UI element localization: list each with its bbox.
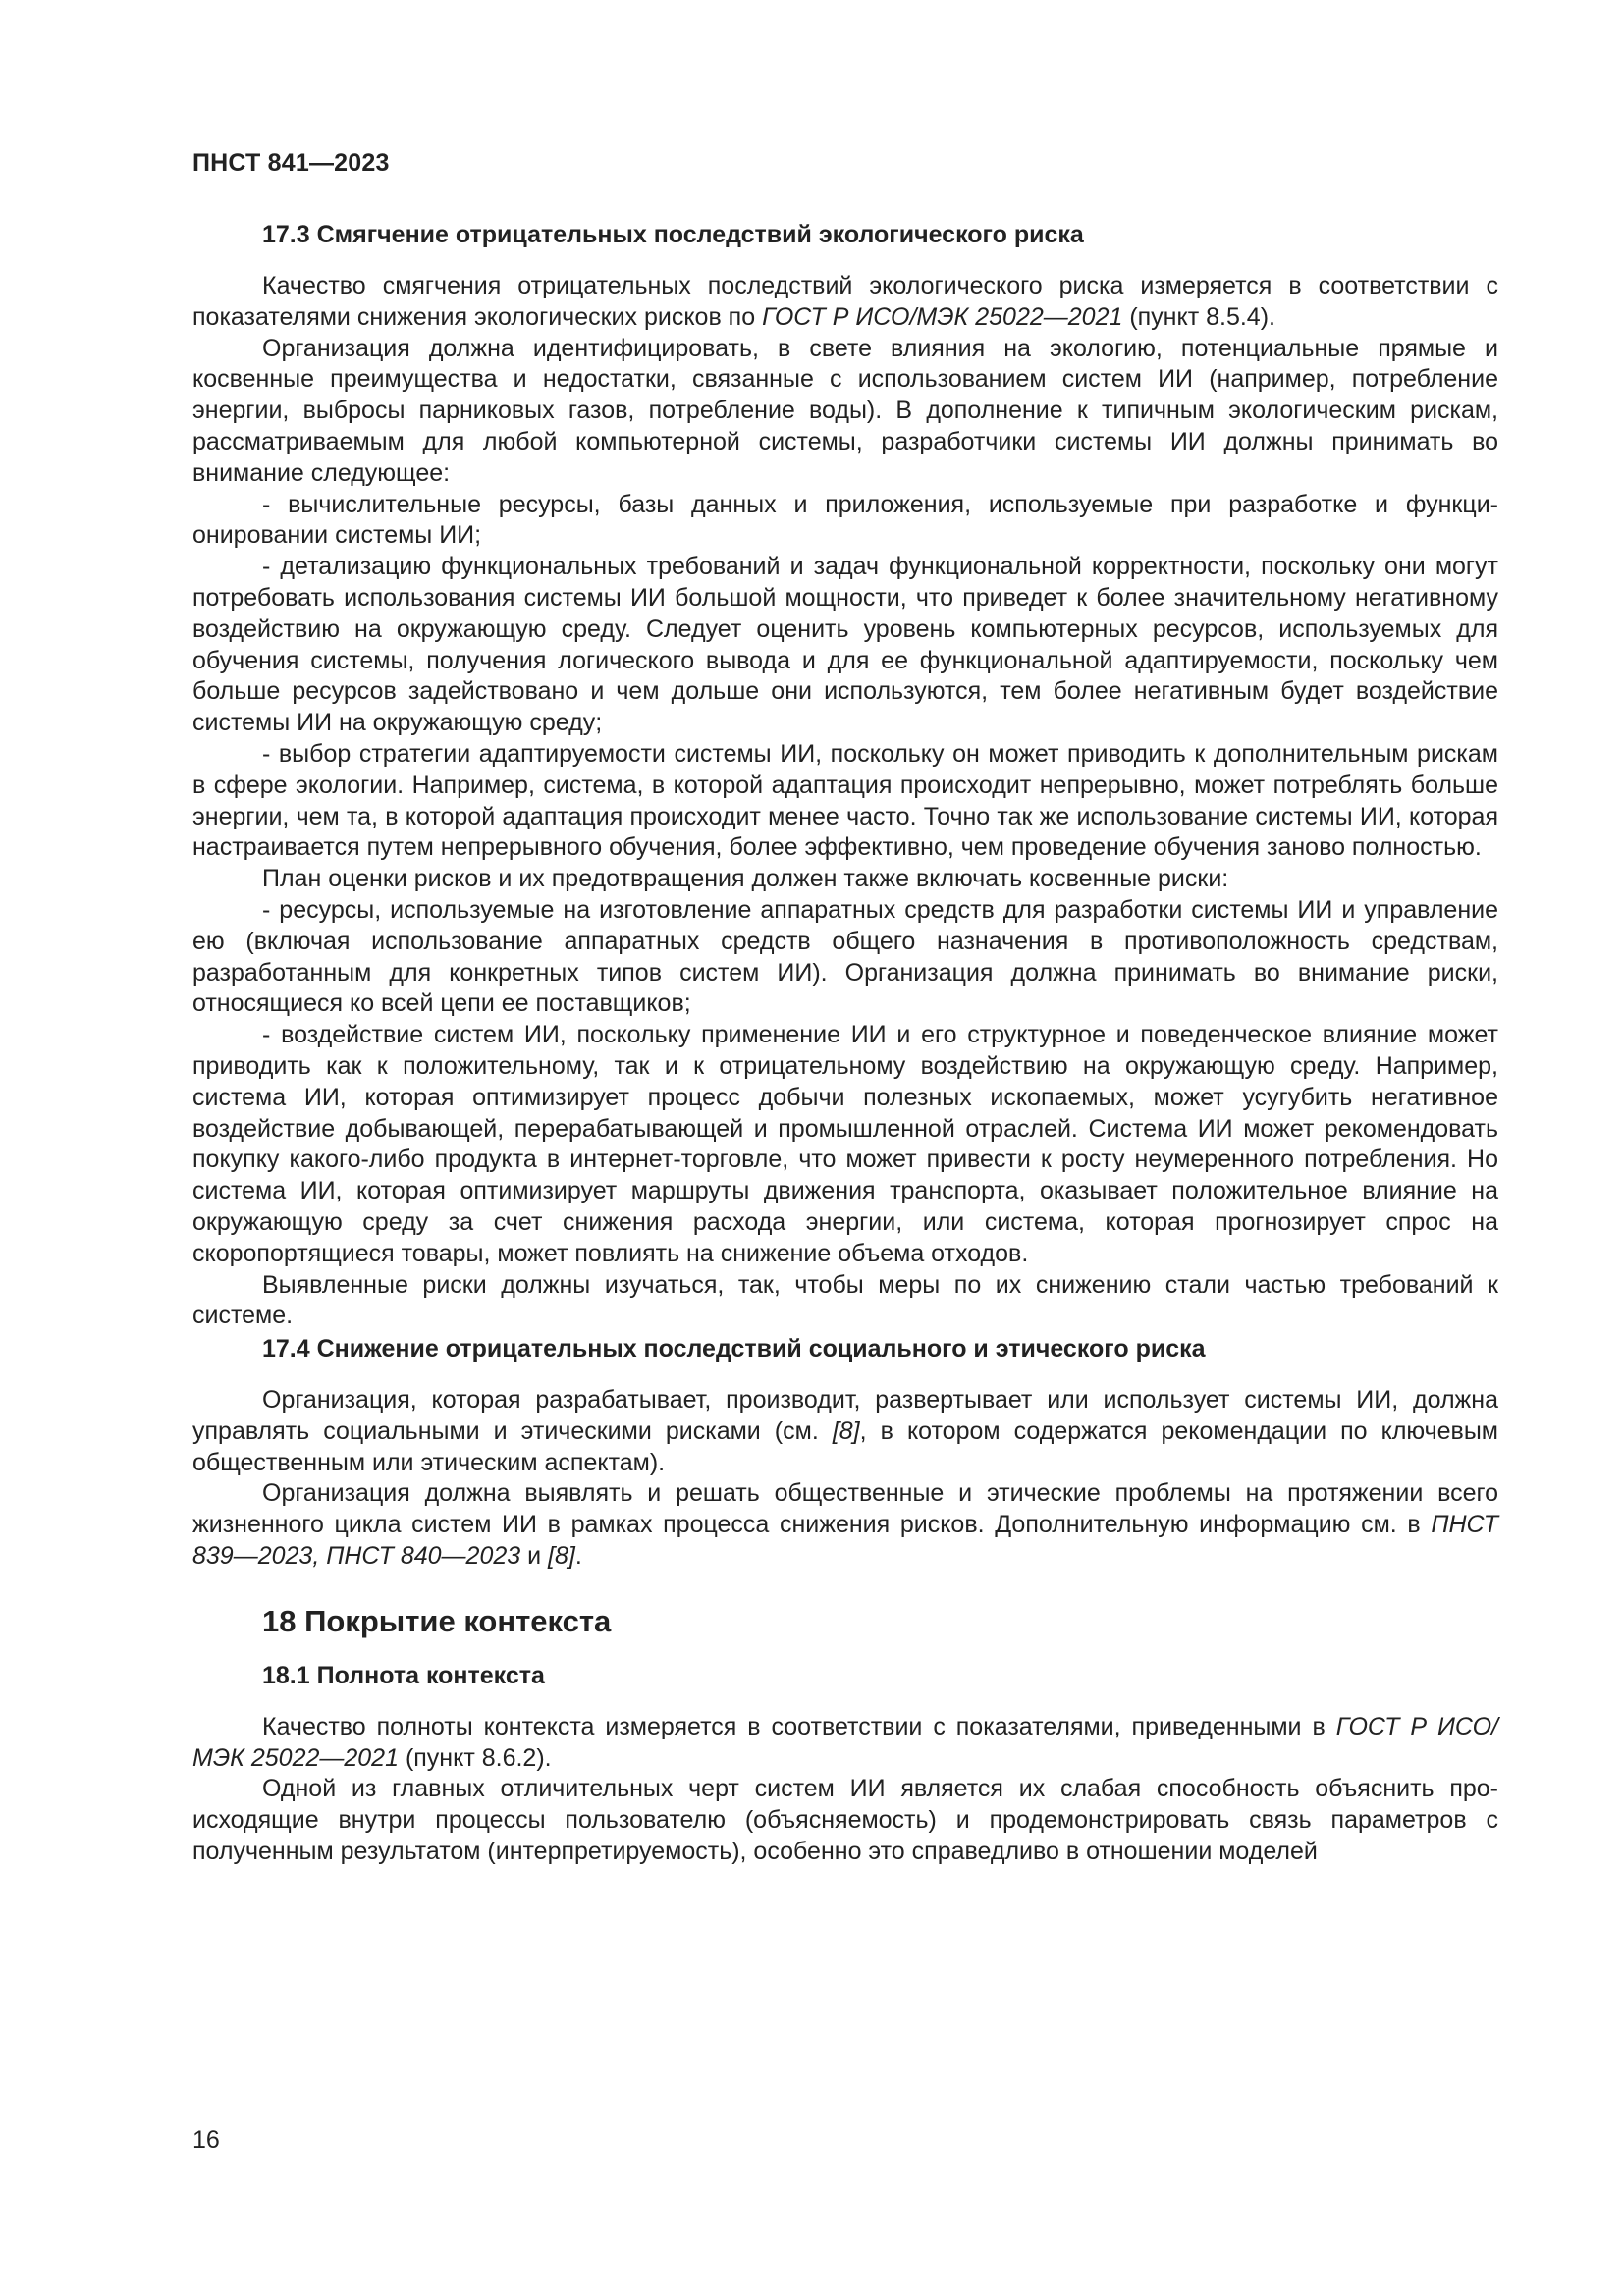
section-18-1-title: 18.1 Полнота контекста: [262, 1661, 545, 1689]
section-17-3-title: 17.3 Смягчение отрицательных последствий экологического риска: [262, 221, 1084, 248]
bibliography-reference: [8]: [548, 1542, 575, 1571]
paragraph: Организация должна идентифицировать, в свете влияния на экологию, потенциальные прямые и косвенные преимущества и недостатки, связанные с использованием систем ИИ (например, потребление энергии, выбросы парниковых газов, потребление воды). В дополнение к типичным экологическим рискам, рассматриваемым для любой компьютерной системы, разработчики системы ИИ должны принимать во внимание следующее:: [192, 334, 1498, 487]
list-item: - воздействие систем ИИ, поскольку применение ИИ и его структурное и поведенческое влияние может приводить как к положительному, так и к отрицательному воздействию на окружающую среду. Например, система ИИ, которая оптимизирует процесс добычи полезных ископаемых, может усугубить негативное воздействие добывающей, перерабатывающей и промышленной отраслей. Система ИИ может рекомендовать покупку какого-либо продукта в интернет-торговле, что может привести к росту неумеренного потребления. Но система ИИ, которая оптимизирует маршруты движения транспорта, оказывает положительное влияние на окружающую среду за счет снижения расхода энергии, или система, которая прогнозирует спрос на скоропортящиеся товары, может повлиять на снижение объема отходов.: [192, 1021, 1498, 1267]
paragraph: Организация, которая разрабатывает, производит, развертывает или использует системы ИИ, должна управлять социальными и этическими рисками (см. [8], в котором содержатся рекомендации по ключевым общественным или этическим аспектам).: [192, 1386, 1498, 1476]
section-18-title: 18 Покрытие контекста: [262, 1603, 612, 1638]
section-17-4-title: 17.4 Снижение отрицательных последствий социального и этического риска: [262, 1335, 1206, 1363]
list-item: - ресурсы, используемые на изготовление аппаратных средств для разработки системы ИИ и управление ею (включая использование аппаратных средств общего назначения в противоположность средствам, разработанным для конкретных типов систем ИИ). Организация должна принимать во внимание риски, относящиеся ко всей цепи ее поставщиков;: [192, 895, 1498, 1018]
standard-reference: ПНСТ 839—2023, ПНСТ 840—2023: [192, 1511, 1498, 1571]
paragraph: Выявленные риски должны изучаться, так, чтобы меры по их снижению стали частью требований к системе.: [192, 1270, 1498, 1330]
bibliography-reference: [8]: [832, 1416, 860, 1445]
standard-reference: ГОСТ Р ИСО/МЭК 25022—2021: [762, 302, 1123, 331]
standard-reference: ГОСТ Р ИСО/МЭК 25022—2021: [192, 1712, 1498, 1772]
paragraph: Одной из главных отличительных черт систем ИИ является их слабая способность объяснить происходящие внутри процессы пользователю (объясняемость) и продемонстрировать связь параметров с полученным результатом (интерпретируемость), особенно это справедливо в отношении моделей: [192, 1775, 1498, 1866]
paragraph: Качество полноты контекста измеряется в соответствии с показателями, приведенными в ГОСТ Р ИСО/МЭК 25022—2021 (пункт 8.6.2).: [192, 1712, 1498, 1772]
list-item: - вычислительные ресурсы, базы данных и приложения, используемые при разработке и функционировании системы ИИ;: [192, 490, 1498, 550]
paragraph: План оценки рисков и их предотвращения должен также включать косвенные риски:: [262, 865, 1229, 893]
paragraph: Качество смягчения отрицательных последствий экологического риска измеряется в соответствии с показателями снижения экологических рисков по ГОСТ Р ИСО/МЭК 25022—2021 (пункт 8.5.4).: [192, 272, 1498, 331]
page-content: [192, 218, 1498, 1868]
page-number: 16: [192, 2126, 220, 2154]
list-item: - выбор стратегии адаптируемости системы ИИ, поскольку он может приводить к дополнительным рискам в сфере экологии. Например, система, в которой адаптация происходит непрерывно, может потреблять больше энергии, чем та, в которой адаптация происходит менее часто. Точно так же использование системы ИИ, которая настраивается путем непрерывного обучения, более эффективно, чем проведение обучения заново полностью.: [192, 739, 1498, 862]
list-item: - детализацию функциональных требований и задач функциональной корректности, поскольку они могут потребовать использования системы ИИ большой мощности, что приведет к более значительному негативному воздействию на окружающую среду. Следует оценить уровень компьютерных ресурсов, используемых для обучения системы, получения логического вывода и для ее функциональной адаптируемости, поскольку чем больше ресурсов задействовано и чем дольше они используются, тем более негативным будет воздействие системы ИИ на окружающую среду;: [192, 553, 1498, 737]
paragraph: Организация должна выявлять и решать общественные и этические проблемы на протяжении всего жизненного цикла систем ИИ в рамках процесса снижения рисков. Дополнительную информацию см. в ПНСТ 839—2023, ПНСТ 840—2023 и [8].: [192, 1479, 1498, 1571]
document-id: ПНСТ 841—2023: [192, 149, 390, 177]
